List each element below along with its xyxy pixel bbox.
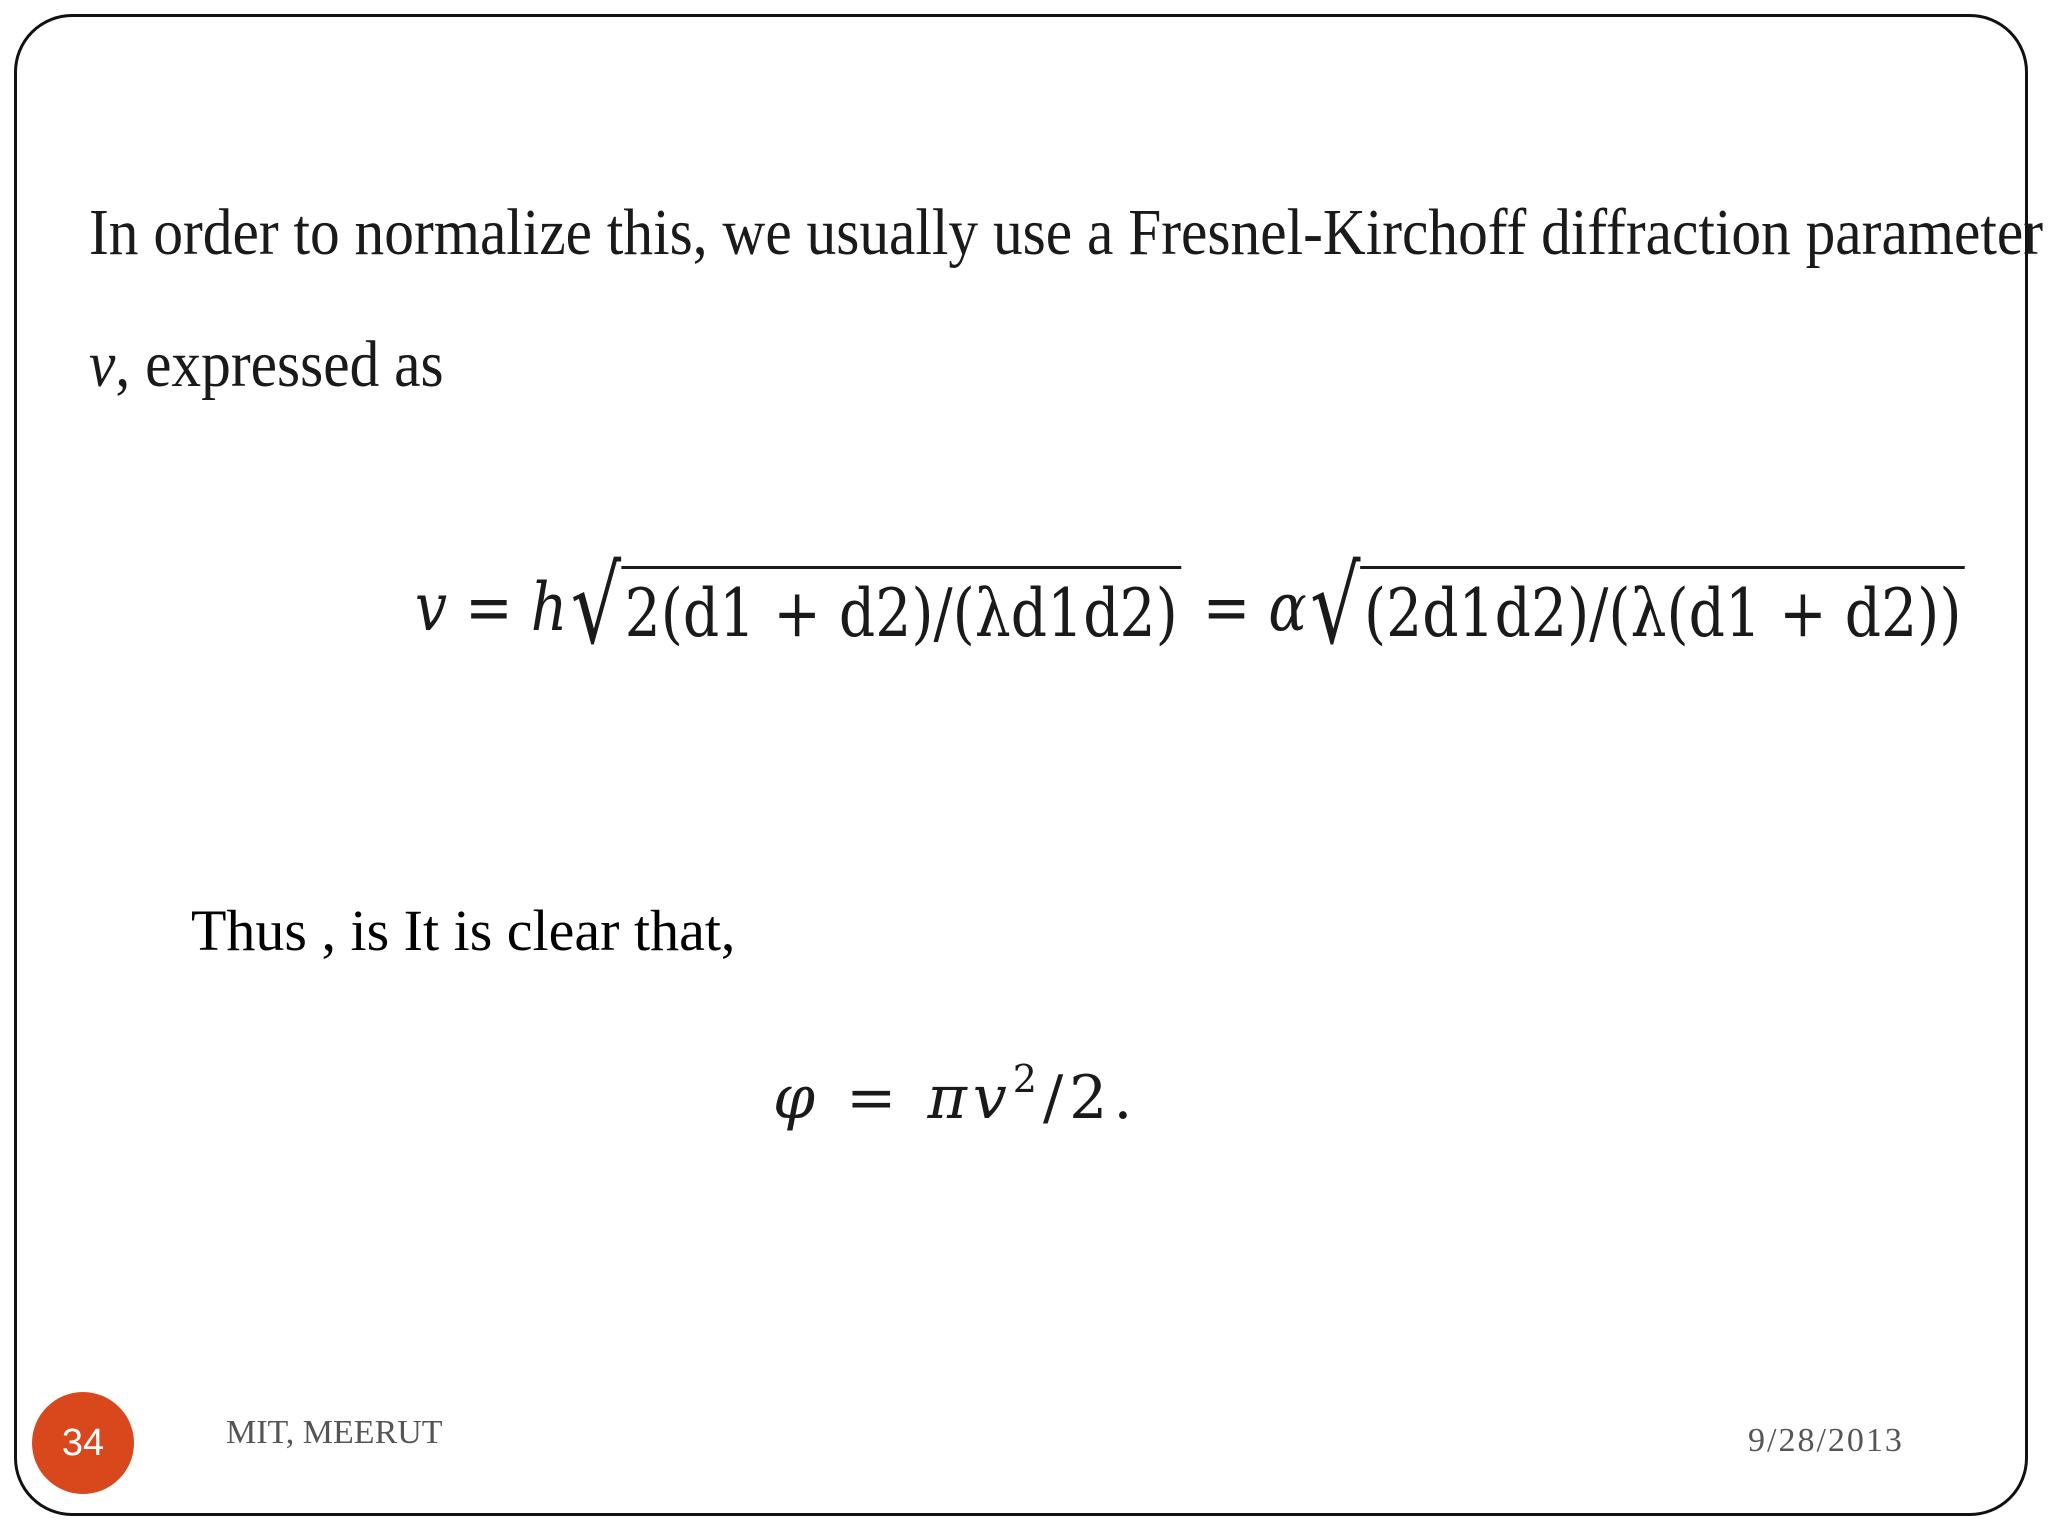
sqrt-2-radicand: (2d1d2)/(λ(d1 + d2)) (1361, 566, 1965, 652)
eq-equals-2: = (1184, 568, 1269, 646)
slide-body-text (89, 167, 2044, 431)
sqrt-sign-1: √ (570, 544, 622, 668)
body-line-1: In order to normalize this, we usually use a Fresnel-Kirchoff diffraction parameter (89, 196, 2044, 269)
eq-lhs-v: v (415, 568, 448, 646)
variable-v: v (89, 328, 116, 401)
eq-phi-tail: /2. (1042, 1063, 1139, 1133)
page-number-badge: 34 (32, 1392, 134, 1494)
eq-phi-equals: = (821, 1063, 928, 1133)
eq-equals-1: = (447, 568, 531, 646)
sqrt-sign-2: √ (1310, 544, 1361, 668)
sqrt-1 (570, 544, 1182, 668)
eq-phi: φ (773, 1063, 822, 1133)
sqrt-2 (1310, 544, 1965, 668)
fresnel-parameter-equation (415, 537, 1968, 677)
eq-alpha: α (1268, 568, 1307, 646)
eq-h: h (530, 568, 568, 646)
thus-statement: Thus , is It is clear that, (191, 898, 736, 963)
body-line-2-rest: , expressed as (115, 328, 444, 401)
footer-institution: MIT, MEERUT (226, 1414, 443, 1451)
body-line-2 (89, 299, 1781, 431)
sqrt-1-radicand: 2(d1 + d2)/(λd1d2) (621, 566, 1181, 652)
eq-exponent: 2 (1012, 1057, 1043, 1101)
slide-frame (14, 14, 2044, 1516)
footer-date: 9/28/2013 (1748, 1422, 1904, 1459)
eq-pi-v: πv (927, 1063, 1013, 1133)
phi-equation (773, 1057, 1138, 1133)
